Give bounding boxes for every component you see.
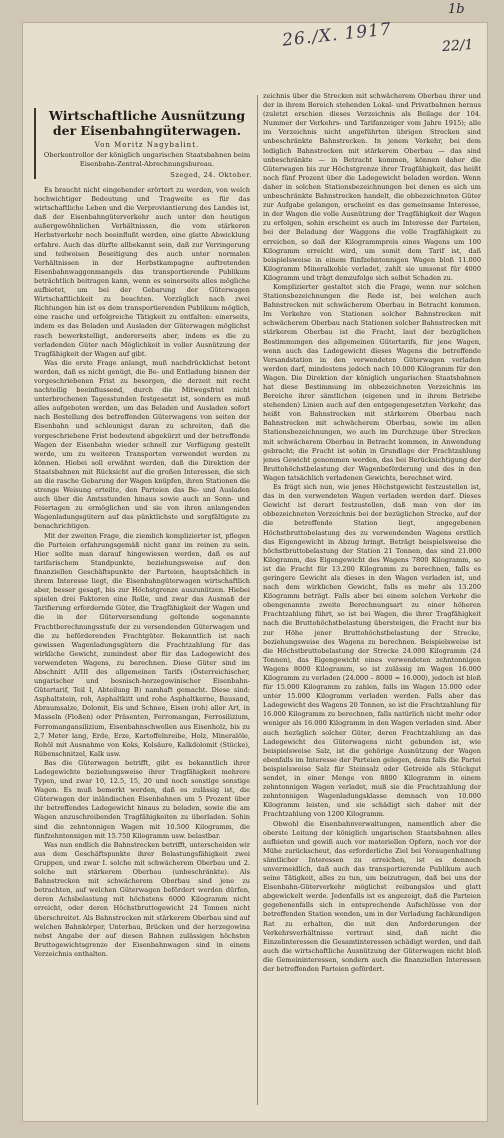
article-column-right	[263, 92, 481, 1108]
paragraph: zeichnis über die Strecken mit schwächerem Oberbau ihrer und der in ihrem Bereich stehenden Lokal- und Privatbahnen heraus (zuletzt erschien dieses Verzeichnis als Beilage der 104. Nummer der Verkehrs- und Tarifanzeiger vom Jahre 1915); alle im Verzeichnis nicht angeführten übrigen Strecken sind unbeschränkte Bahnstrecken. In jenem Verkehr, bei dem lediglich Bahnstrecken mit stärkerem Oberbau — das sind unbeschränkte — in Betracht kommen, können daher die Güterwagen bis zur Höchstgrenze ihrer Tragfähigkeit, das heißt noch fünf Prozent über die Ladegewicht beladen werden. Wenn daher in solchen Stationsbezeichnungen bei denen es sich um unbeschränkte Bahnstrecken handelt, die obbezeichneten Güter zur Aufgabe gelangen, erscheint es das gemeinsame Interesse, in der Wagen die volle Ausnützung der Tragfähigkeit der Wagen zu erfolgen, sohin erscheint es auch im Interesse der Parteien, bei der Beladung der Waggons die volle Tragfähigkeit zu erreichen, so daß der Kilogrammpreis eines Wagens um 100 Kilogramm erreicht wird, um somit dem Tarif ist, daß beispielsweise in einem fünfzehntonnigen Wagen bloß 11.000 Kilogramm Mineralkohle verladet, zahlt sie umsonst für 4000 Kilogramm und trägt demzufolge sich selbst Schaden zu.	[263, 92, 481, 282]
paragraph: Mit der zweiten Frage, die ziemlich komplizierter ist, pflegen die Parteien erfahrungsgemäß nicht ganz im reinen zu sein. Hier sollte man darauf hingewiesen werden, daß es auf tarifarischem Standpunkte, beziehungsweise auf den finanziellen Geschäftspunkte der Parteien, hauptsächlich in ihrem Interesse liegt, die Eisenbahngüterwagen wirtschaftlich aber, besser gesagt, bis zur Höchstgrenze auszunützen. Hiebei spielen drei Faktoren eine Rolle, und zwar das Ausmaß der Tarifierung erfordernde Güter, die Tragfähigkeit der Wagen und die in der Güterversendung geltende sogenannte Frachtberechnungsstufe der zu versendenden Güterwagen und die zu beförderenden Frachtgüter. Bekanntlich ist nach gewissen Wagenladungsgütern die Frachtzahlung für das wirkliche Gewicht, zumindest aber für das Ladegewicht des verwendeten Wagens, zu berechnen. Diese Güter sind im Abschnitt A/III des allgemeinen Tarifs (Österreichischer, ungarischer und bosnisch-herzegowinischer Eisenbahn-Gütertarif, Teil I, Abteilung B) namhaft gemacht. Diese sind: Asphaltstein, roh, Asphaltkitt und rohe Asphaltkerne, Bausand, Abraumsalze, Dolomit, Eis und Schnee, Eisen (roh) aller Art, in Masseln (Floßen) oder Präsenten, Ferromangan, Ferrosilizium, Ferromangansilizium, Eisenbahnschwellen aus Eisenholz, bis zu 2,7 Meter lang, Erde, Erze, Kartoffelnreibe, Holz, Mineralöle, Rohöl mit Ausnahme von Koks, Kolsäure, Kalkdolomit (Stücke), Rübenschnitzel, Kalk usw.	[34, 531, 250, 758]
paragraph: Es frägt sich nun, wie jenes Höchstgewicht festzustellen ist, das in den verwendeten Wagen verladen werden darf. Dieses Gewicht ist derart festzustellen, daß man von der im obbezeichneten Verzeichnis bei der bezüglichen Strecke, auf der die betreffende Station liegt, angegebenen Höchstbruttobelastung des zu verwendenden Wagens erstlich das Eigengewicht in Abzug bringt. Beträgt beispielsweise die höchstbruttobelastung der Station 21 Tonnen, das sind 21.000 Kilogramm, das Eigengewicht des Wagens 7800 Kilogramm, so ist die Fracht für 13.200 Kilogramm zu berechnen, falls es geringere Gewicht als dieses in den Wagen verladen ist, und nach dem wirklichen Gewicht, falls es mehr als 13.200 Kilogramm beträgt. Falls aber bei einem solchen Verkehr die obengenannte zweite Berechnungsart zu einer höheren Frachtzahlung führt, so ist bei Wagen, die ihrer Tragfähigkeit nach die Bruttohöchstbelastung übersteigen, die Fracht nur bis zur Höhe jener Bruttohöchstbelastung der Strecke, beziehungsweise des Wagens zu berechnen. Beispielsweise ist die Höchstbruttobelastung der Strecke 24.000 Kilogramm (24 Tonnen), das Eigengewicht eines verwendeten zehntonnigen Wagens 8000 Kilogramm, so ist zulässig im Wagen 16.000 Kilogramm zu verladen (24.000 – 8000 = 16.000), jedoch ist bloß für 15.000 Kilogramm zu zahlen, falls im Wagen 15.000 oder unter 15.000 Kilogramm verladen werden. Falls aber das Ladegewicht des Wagens 20 Tonnen, so ist die Frachtzahlung für 16.000 Kilogramm zu berechnen, falls natürlich nicht mehr oder weniger als 16.000 Kilogramm in den Wagen verladen sind. Aber auch bezüglich solcher Güter, deren Frachtzahlung an das Ladegewicht des Güterwagens nicht gebunden ist, wie beispielsweise Salz, ist die gehörige Ausnützung der Wagen ebenfalls im Interesse der Parteien gelegen, denn falls die Partei beispielsweise Salz für Steinsalz oder Getreide als Stückgut sendet, in einer Menge von 8800 Kilogramm in einem zehntonnigen Wagen verladet, muß sie die Frachtzahlung der zehntonnigen Wagenladungsklasse demnach von 10.000 Kilogramm leisten, und sie schädigt sich daher mit der Frachtzahlung von 1200 Kilogramm.	[263, 483, 481, 819]
archive-mark: 1b	[448, 2, 465, 17]
paragraph: Was nun endlich die Bahnstrecken betrifft, unterscheiden wir aus dem Geschäftspunkte ihrer Belastungsfähigkeit zwei Gruppen, und zwar I. solche mit schwächerem Oberbau und 2. solche mit stärkerem Oberbau (unbeschränkte). Als Bahnstrecken mit schwächerem Oberbau sind jene zu betrachten, auf welchen Güterwagen befördert werden dürfen, deren Achsbelastung mit höchstens 6000 Kilogramm nicht erreicht, oder deren Höchstbruttogewicht 24 Tonnen nicht überschreitet. Als Bahnstrecken mit stärkerem Oberbau sind auf welchen Bahnkörper, Unterbau, Brücken und der herzegowina nebst Angabe der auf diesen Bahnen zulässigen höchsten Bruttogewichtsgrenze der Eisenbahnwagen sind in einem Verzeichnis enthalten.	[34, 840, 250, 958]
paragraph: Es braucht nicht eingehender erörtert zu werden, von welch hochwichtiger Bedeutung und Tragweite es für das wirtschaftliche Leben und die Verproviantierung des Landes ist, daß der Eisenbahngüterverkehr auch unter den heutigen außergewöhnlichen Verhältnissen, die vom stärkeren Herbstverkehr noch beeinflußt werden, eine glatte Abwicklung erfahre. Auch das dürfte allbekannt sein, daß zur Verringerung und teilweisen Beseitigung des auch unter normalen Verhältnissen in der Herbstkampagne auftretenden Eisenbahnwaggonmangels das transportierende Publikum beträchtlich beitragen kann, wenn es seinerseits alles mögliche aufbietet, um bei der Gebarung der Güterwagen Wirtschaftlichkeit zu beachten. Vorzüglich nach zwei Richtungen hin ist es dem transportierenden Publikum möglich, eine rasche und erfolgreiche Tätigkeit zu entfalten: einerseits, indem es das Beladen und Ausladen der Güterwagen möglichst rasch bewerkstelligt, andererseits aber, indem es die zu verladenden Güter nach Möglichkeit in voller Ausnützung der Tragfähigkeit der Wagen auf gibt.	[34, 186, 250, 358]
dateline: Szeged, 24. Oktober.	[170, 171, 252, 179]
paragraph: Was die erste Frage anlangt, muß nachdrücklichst betont werden, daß es nicht genügt, die Be- und Entladung binnen der vorgeschriebenen Frist zu besorgen, die derzeit mit recht nachteilig beeinflussend, durch die Mitwegsfrist nicht unterbrochenen Tagesstunden festgesetzt ist, sondern es muß alles aufgeboten werden, um das Beladen und Ausladen sofort nach Bestellung des betreffenden Güterwagens von seiten der Eisenbahn und schleunigst daran zu schreiten, daß die vorgeschriebene Frist bedeutend abgekürzt und der betreffende Wagen der Eisenbahn wieder schnell zur Verfügung gestellt werde, um zu weiteren Transporten verwendet werden zu können. Hiebei soll erwähnt werden, daß die Direktion der Staatsbahnen mit Rücksicht auf die großen Interessen, die sich an die rasche Gebarung der Wagen knüpfen, ihren Stationen die strenge Weisung erteilte, den Parteien das Be- und Ausladen auch über die Amtsstunden hinaus sowie auch an Sonn- und Feiertagen zu ermöglichen und sie von ihren anlangenden Wagenladungsgütern auf das pünktlichste und sorgfältigste zu benachrichtigen.	[34, 358, 250, 531]
column-divider	[257, 95, 258, 1105]
paragraph: Komplizierter gestaltet sich die Frage, wenn nur solchen Stationsbezeichnungen die Rede ist, bei welchen auch Bahnstrecken mit schwächerem Oberbau in Betracht kommen. Im Verkehre von Stationen solcher Bahnstrecken mit schwächerem Oberbau nach Stationen solcher Bahnstrecken mit stärkerem Oberbau ist die Fracht, laut der bezüglichen Bestimmungen des allgemeinen Gütertarifs, für jene Wagen, wenn auch das Ladegewicht dieses Wagens die betreffende Versandstation in den verwendeten Güterwagen verladen werden darf, mindestens jedoch nach 10.000 Kilogramm für den Wagen. Die Direktion der königlich ungarischen Staatsbahnen hat diese Bestimmung im obbezeichneten Verzeichnis im Bereiche ihrer sämtlichen (eigenen und in ihrem Betriebe stehenden) Linien auch auf den entgegengesetzten Verkehr, das heißt von Bahnstrecken mit stärkerem Oberbau nach Bahnstrecken mit schwächerem Oberbau, sowie im allen Stationsbezeichnungen, wo auch im Durchzuge über Strecken mit schwächerem Oberbau in Betracht kommen, in Anwendung gebracht; die Fracht ist sohin in Grundlage der Frachtzahlung jenes Gewicht genommen werden, das bei Berücksichtigung der Bruttohöchstbelastung der Wagenbeförderung und des in den Wagen tatsächlich verladenen Gewichts, berechnet wird.	[263, 282, 481, 482]
paragraph: Obwohl die Eisenbahnverwaltungen, namentlich aber die oberste Leitung der königlich ungarischen Staatsbahnen alles aufbieten und gewiß auch vor materiellen Opfern, noch vor der Mühe zurückscheut, das erforderliche Ziel bei Voraugenhaltung sämtlicher Interessen zu erreichen, ist es dennoch unvermeidlich, daß auch das transportierende Publikum auch seine Tätigkeit, alles zu tun, um beizutragen, daß bei uns der Eisenbahn-Güterverkehr möglichst reibungslos und glatt abgewickelt werde. Jedenfalls ist es angezeigt, daß die Parteien gegebenenfalls sich in entsprechende Aufschlüsse von der betreffenden Station wenden, um in der Verladung fachkundigen Rat zu erhalten, die mit den Anforderungen der Verkehrsverhältnisse vertraut sind, daß nicht die Einzelinteressen die Gesamtinteressen schädigt werden, und daß auch die wirtschaftliche Ausnützung der Güterwagen nicht bloß die Gemeininteressen, sondern auch die finanziellen Interessen der betreffenden Parteien gefördert.	[263, 819, 481, 973]
handwritten-date: 26./X. 1917	[281, 19, 393, 51]
article-headline: Wirtschaftliche Ausnützung der Eisenbahngüterwagen.	[48, 108, 246, 138]
paragraph: Bas die Güterwagen betrifft, gibt es bekanntlich ihrer Ladegewichte beziehungsweise ihrer Tragfähigkeit mehrere Typen, und zwar 10, 12.5, 15, 20 und noch sonstige sonstige Wagen. Es muß bemerkt werden, daß es zulässig ist, die Güterwagen der inländischen Eisenbahnen um 5 Prozent über ihr betreffendes Ladegewicht hinaus zu beladen, sowie die am Wagen anzuschreibenden Tragfähigkeiten zu überladen. Sohin sind die zehntonnigen Wagen mit 10.500 Kilogramm, die fünfzehntonnigen mit 15.750 Kilogramm usw. belastbar.	[34, 758, 250, 840]
article-header	[34, 108, 252, 179]
archive-number: 22/1	[441, 36, 474, 56]
article-column-left	[34, 186, 250, 1108]
article-byline: Von Moritz Nagybalint.	[94, 141, 200, 149]
author-role: Oberkontrollor der königlich ungarischen Staatsbahnen beim Eisenbahn-Zentral-Abrechnungsbureau.	[43, 151, 251, 168]
